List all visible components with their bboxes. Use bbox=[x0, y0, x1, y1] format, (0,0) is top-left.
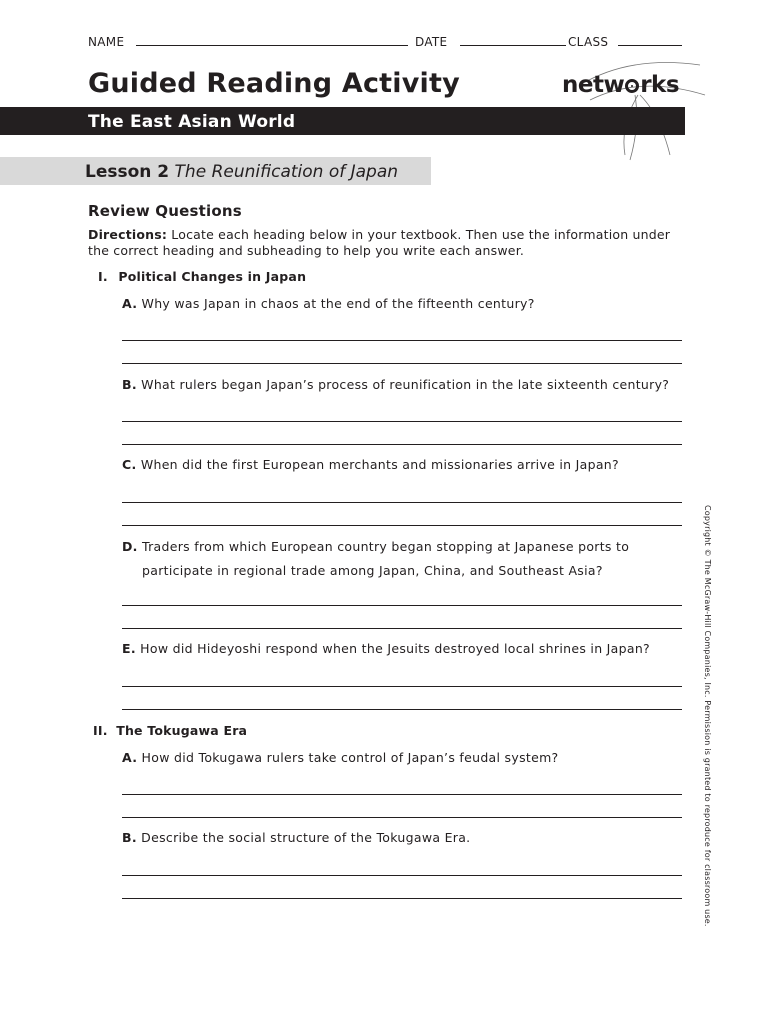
question bbox=[122, 746, 559, 770]
answer-line[interactable] bbox=[122, 898, 682, 899]
answer-line[interactable] bbox=[122, 421, 682, 422]
logo-o-icon bbox=[625, 79, 639, 93]
question-text: How did Hideyoshi respond when the Jesuits destroyed local shrines in Japan? bbox=[140, 641, 650, 656]
logo-text-end: rks bbox=[640, 72, 680, 98]
question-text: Why was Japan in chaos at the end of the fifteenth century? bbox=[141, 296, 535, 311]
class-blank[interactable] bbox=[618, 34, 682, 46]
page-title: Guided Reading Activity bbox=[88, 68, 460, 99]
question bbox=[122, 292, 535, 316]
question-label: C. bbox=[122, 457, 137, 472]
directions-text: Locate each heading below in your textbook. Then use the information under the correct heading and subheading to help you write each answer. bbox=[88, 227, 671, 258]
question bbox=[122, 453, 619, 477]
section-heading bbox=[98, 269, 306, 284]
networks-logo bbox=[562, 72, 679, 98]
date-blank[interactable] bbox=[460, 34, 566, 46]
question bbox=[122, 535, 629, 559]
question bbox=[122, 637, 650, 661]
question-label: E. bbox=[122, 641, 136, 656]
question-text: Traders from which European country began stopping at Japanese ports to bbox=[142, 539, 630, 554]
lesson-title: The Reunification of Japan bbox=[174, 162, 399, 182]
date-label: DATE bbox=[415, 35, 448, 49]
answer-line[interactable] bbox=[122, 794, 682, 795]
name-label: NAME bbox=[88, 35, 125, 49]
banner-title: The East Asian World bbox=[88, 112, 296, 132]
section-title: The Tokugawa Era bbox=[116, 723, 248, 738]
answer-line[interactable] bbox=[122, 340, 682, 341]
logo-text-start: netw bbox=[562, 72, 625, 98]
question-label: A. bbox=[122, 296, 138, 311]
answer-line[interactable] bbox=[122, 817, 682, 818]
section-numeral: I. bbox=[98, 269, 108, 284]
answer-line[interactable] bbox=[122, 605, 682, 606]
review-questions-heading: Review Questions bbox=[88, 202, 242, 220]
class-field[interactable] bbox=[568, 34, 682, 49]
section-heading bbox=[93, 723, 247, 738]
answer-line[interactable] bbox=[122, 709, 682, 710]
answer-line[interactable] bbox=[122, 444, 682, 445]
answer-line[interactable] bbox=[122, 686, 682, 687]
copyright-notice: Copyright © The McGraw-Hill Companies, Inc. Permission is granted to reproduce for classroom use. bbox=[703, 505, 712, 927]
question bbox=[122, 826, 470, 850]
class-label: CLASS bbox=[568, 35, 609, 49]
name-field[interactable] bbox=[88, 34, 408, 49]
answer-line[interactable] bbox=[122, 525, 682, 526]
question-text-continued: participate in regional trade among Japan, China, and Southeast Asia? bbox=[142, 563, 603, 578]
name-blank[interactable] bbox=[136, 34, 408, 46]
answer-line[interactable] bbox=[122, 875, 682, 876]
question bbox=[122, 373, 669, 397]
question-label: B. bbox=[122, 830, 137, 845]
question-text: How did Tokugawa rulers take control of Japan’s feudal system? bbox=[141, 750, 559, 765]
question-label: D. bbox=[122, 539, 138, 554]
section-numeral: II. bbox=[93, 723, 108, 738]
date-field[interactable] bbox=[415, 34, 566, 49]
answer-line[interactable] bbox=[122, 363, 682, 364]
directions bbox=[88, 227, 688, 259]
question-label: A. bbox=[122, 750, 138, 765]
section-title: Political Changes in Japan bbox=[118, 269, 307, 284]
lesson-heading bbox=[85, 162, 398, 182]
question-text: What rulers began Japan’s process of reunification in the late sixteenth century? bbox=[141, 377, 670, 392]
answer-line[interactable] bbox=[122, 628, 682, 629]
answer-line[interactable] bbox=[122, 502, 682, 503]
question-text: Describe the social structure of the Tokugawa Era. bbox=[141, 830, 471, 845]
question-text: When did the first European merchants and missionaries arrive in Japan? bbox=[140, 457, 619, 472]
directions-label: Directions: bbox=[88, 227, 168, 242]
question-label: B. bbox=[122, 377, 137, 392]
lesson-number: Lesson 2 bbox=[85, 162, 170, 182]
